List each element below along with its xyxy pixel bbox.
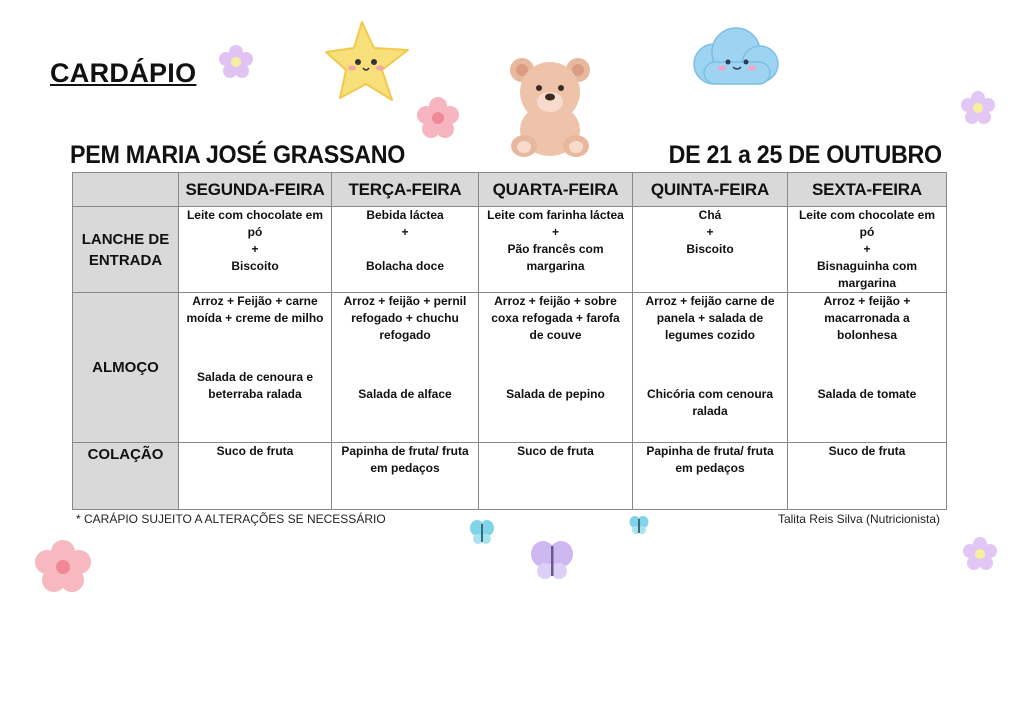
nutritionist-signature: Talita Reis Silva (Nutricionista) [777,512,940,526]
butterfly-icon [528,538,576,582]
menu-item: + [251,242,259,256]
menu-cell [788,293,947,443]
menu-cell [479,443,633,510]
menu-cell [332,443,479,510]
row-label-line: LANCHE DE [81,230,170,248]
row-label-lanche [73,207,179,293]
menu-item: Papinha de fruta/ fruta em pedaços [341,444,469,475]
flower-icon [962,536,998,572]
menu-item: Leite com farinha láctea [487,208,624,222]
day-header: TERÇA-FEIRA [332,173,479,207]
school-name: PEM MARIA JOSÉ GRASSANO [70,141,406,169]
menu-item: Salada de pepino [506,387,605,401]
menu-item: Leite com chocolate em pó [798,208,936,239]
menu-item [338,241,472,258]
menu-cell [332,293,479,443]
menu-item: + [401,225,409,239]
menu-item: Suco de fruta [216,444,294,458]
menu-cell [788,443,947,510]
menu-item: Arroz + feijão + sobre coxa refogada + farofa de couve [491,294,620,342]
day-header: SEGUNDA-FEIRA [179,173,332,207]
menu-table [72,172,947,510]
footnote: * CARÁPIO SUJEITO A ALTERAÇÕES SE NECESSÁRIO [76,512,386,526]
row-label-line: ENTRADA [88,251,163,269]
menu-item: Pão francês com margarina [507,242,604,273]
menu-item: Papinha de fruta/ fruta em pedaços [646,444,774,475]
menu-item: Salada de tomate [817,387,917,401]
cloud-icon [684,22,784,92]
flower-icon [218,44,254,80]
menu-item: Suco de fruta [828,444,906,458]
menu-cell [179,443,332,510]
menu-item: Arroz + Feijão + carne moída + creme de milho [186,294,324,325]
star-icon [322,18,414,104]
table-header-row [73,173,947,207]
menu-cell [179,293,332,443]
day-header: SEXTA-FEIRA [788,173,947,207]
row-label-almoco: ALMOÇO [73,293,179,443]
butterfly-icon [468,518,496,546]
menu-cell [633,207,788,293]
menu-cell [479,293,633,443]
menu-item: + [551,225,559,239]
page-title: CARDÁPIO [50,58,197,88]
menu-cell [479,207,633,293]
flower-icon [34,540,92,592]
menu-item: Salada de alface [358,387,452,401]
table-row [73,293,947,443]
menu-item: Bebida láctea [366,208,444,222]
menu-item: Arroz + feijão carne de panela + salada de legumes cozido [645,294,775,342]
menu-cell [633,443,788,510]
date-range: DE 21 a 25 DE OUTUBRO [668,141,942,169]
day-header: QUINTA-FEIRA [633,173,788,207]
menu-cell [332,207,479,293]
menu-cell [179,207,332,293]
flower-icon [960,90,996,126]
menu-cell [633,293,788,443]
table-row [73,207,947,293]
menu-item: Chá [698,208,722,222]
menu-item: Chicória com cenoura ralada [646,387,774,418]
menu-item: Arroz + feijão + pernil refogado + chuchu refogado [343,294,467,342]
table-row [73,443,947,510]
menu-item: + [863,242,871,256]
menu-item: Arroz + feijão + macarronada a bolonhesa [823,294,911,342]
menu-item: Leite com chocolate em pó [186,208,324,239]
menu-item: Biscoito [686,242,734,256]
menu-item: Salada de cenoura e beterraba ralada [196,370,314,401]
menu-item: Bolacha doce [365,259,445,273]
menu-item: + [706,225,714,239]
row-label-colacao: COLAÇÃO [73,443,179,510]
menu-item: Bisnaguinha com margarina [816,259,917,290]
teddy-bear-icon [500,50,600,162]
flower-icon [416,96,460,140]
day-header: QUARTA-FEIRA [479,173,633,207]
menu-cell [788,207,947,293]
butterfly-icon [628,514,650,536]
menu-item: Suco de fruta [517,444,594,458]
corner-cell [73,173,179,207]
menu-item: Biscoito [231,259,279,273]
